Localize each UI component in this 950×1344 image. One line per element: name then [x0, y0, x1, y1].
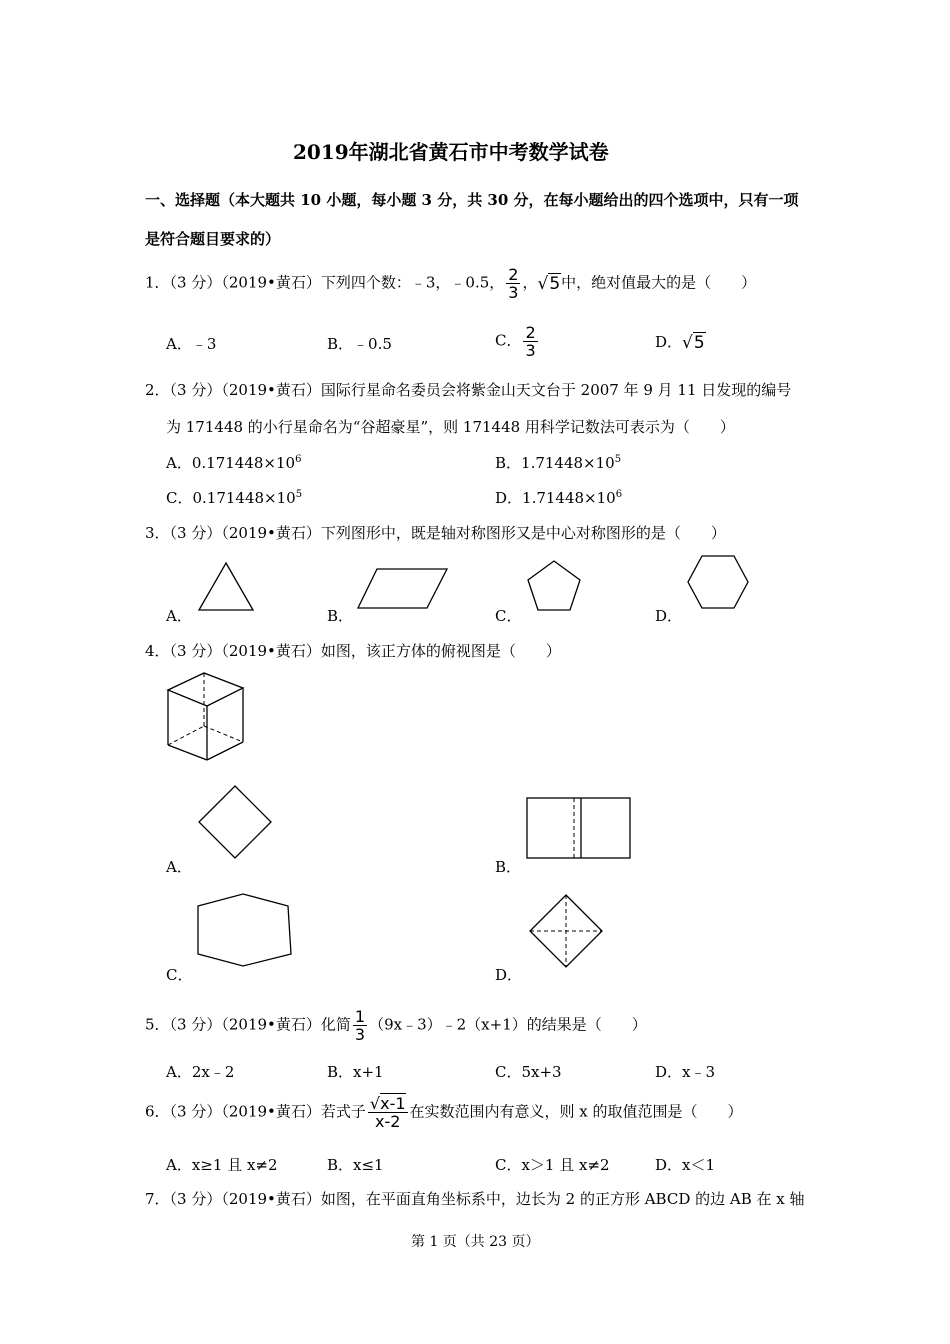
q6-option-c: C．x＞1 且 x≠2 — [495, 1156, 610, 1174]
q6-option-b: B．x≤1 — [327, 1156, 384, 1174]
q1-option-c — [495, 324, 540, 359]
parallelogram-figure — [355, 566, 451, 612]
q1-sqrt-rad: 5 — [549, 273, 561, 294]
q2a-exp: 6 — [295, 454, 302, 465]
q6-prefix: 6．（3 分）（2019•黄石）若式子 — [145, 1102, 366, 1121]
question-6 — [145, 1095, 743, 1130]
q2-option-b — [495, 452, 621, 473]
rectangle-dashed-figure — [525, 796, 633, 860]
page-title: 2019年湖北省黄石市中考数学试卷 — [293, 140, 609, 164]
question-5 — [145, 1008, 647, 1043]
pentagon-figure — [525, 558, 583, 614]
q2c-exp: 5 — [295, 489, 303, 500]
q6-option-a: A．x≥1 且 x≠2 — [166, 1156, 278, 1174]
hexagon-figure — [685, 553, 751, 611]
q5-prefix: 5．（3 分）（2019•黄石）化简 — [145, 1015, 351, 1034]
q2-option-a — [166, 452, 301, 473]
q6-option-d: D．x＜1 — [655, 1156, 716, 1174]
q1-option-d-label: D． — [655, 333, 683, 351]
question-2-line2: 为 171448 的小行星命名为“谷超豪星”，则 171448 用科学记数法可表示为（ ） — [166, 418, 735, 436]
q2-option-d — [495, 487, 622, 508]
question-2-line1: 2．（3 分）（2019•黄石）国际行星命名委员会将紫金山天文台于 2007 年 9 月 11 日发现的编号 — [145, 381, 792, 399]
q4-option-b: B． — [495, 858, 522, 876]
q1-option-d — [655, 331, 706, 353]
q1-option-b: B．﹣0.5 — [327, 335, 392, 353]
q2a-text: A．0.171448×10 — [166, 454, 296, 472]
q5-frac-den: 3 — [354, 1025, 366, 1044]
question-1: 1．（3 分）（2019•黄石）下列四个数：﹣3，﹣0.5， $\frac{2}{3}$ ，√5中，绝对值最大的是（ ） — [145, 265, 757, 302]
q1c-frac-den: 3 — [525, 341, 536, 360]
q2d-exp: 6 — [615, 489, 623, 500]
q5-suffix: （9x﹣3）﹣2（x+1）的结果是（ ） — [369, 1015, 647, 1034]
q5-option-d: D．x﹣3 — [655, 1063, 716, 1081]
question-4: 4．（3 分）（2019•黄石）如图，该正方体的俯视图是（ ） — [145, 642, 561, 660]
q1-option-c-label: C． — [495, 331, 522, 350]
q1-suffix: 中，绝对值最大的是（ ） — [561, 273, 757, 292]
q5-option-a: A．2x﹣2 — [166, 1063, 235, 1081]
q1-sqrt: √5 — [537, 273, 561, 294]
q1-frac-num: 2 — [508, 265, 519, 284]
q5-option-c: C．5x+3 — [495, 1063, 562, 1081]
q6-suffix: 在实数范围内有意义，则 x 的取值范围是（ ） — [409, 1102, 743, 1121]
section-heading-line2: 是符合题目要求的） — [145, 230, 281, 248]
section-heading-line1: 一、选择题（本大题共 10 小题，每小题 3 分，共 30 分，在每小题给出的四个选项中，只有一项 — [145, 191, 799, 209]
q3-option-d: D． — [655, 607, 683, 625]
diamond-figure — [196, 783, 274, 861]
q1-prefix: 1．（3 分）（2019•黄石）下列四个数：﹣3，﹣0.5， — [145, 273, 505, 292]
q6-frac-num: x-1 — [380, 1094, 406, 1113]
q1-fraction — [506, 266, 520, 301]
q2-option-c — [166, 487, 302, 508]
q1c-frac-num: 2 — [525, 323, 536, 342]
q6-frac-den: x-2 — [374, 1112, 401, 1131]
q2b-exp: 5 — [614, 454, 622, 465]
q2d-text: D．1.71448×10 — [495, 489, 616, 507]
q1-option-a: A．﹣3 — [166, 335, 217, 353]
q5-option-b: B．x+1 — [327, 1063, 384, 1081]
q1d-sqrt-rad: 5 — [693, 333, 705, 353]
q6-fraction — [368, 1095, 408, 1130]
q2b-text: B．1.71448×10 — [495, 454, 615, 472]
q3-option-a: A． — [166, 607, 192, 625]
page-footer: 第 1 页（共 23 页） — [411, 1234, 540, 1250]
question-3: 3．（3 分）（2019•黄石）下列图形中，既是轴对称图形又是中心对称图形的是（ ） — [145, 524, 726, 542]
hexagon-wide-figure — [195, 892, 295, 970]
cube-figure — [163, 668, 249, 762]
diamond-dashed-figure — [527, 892, 605, 970]
triangle-figure — [195, 560, 257, 614]
q4-option-c: C． — [166, 966, 193, 984]
question-7: 7．（3 分）（2019•黄石）如图，在平面直角坐标系中，边长为 2 的正方形 ABCD 的边 AB 在 x 轴 — [145, 1190, 805, 1208]
q3-option-c: C． — [495, 607, 522, 625]
q2c-text: C．0.171448×10 — [166, 489, 296, 507]
q1-frac-den: 3 — [508, 283, 519, 302]
q3-option-b: B． — [327, 607, 354, 625]
q5-fraction — [353, 1008, 367, 1043]
q4-option-d: D． — [495, 966, 523, 984]
q5-frac-num: 1 — [354, 1007, 366, 1026]
q1-option-d-sqrt: √5 — [682, 333, 705, 353]
q4-option-a: A． — [166, 858, 192, 876]
q1-option-c-fraction — [523, 324, 537, 359]
q6-frac-num-wrap: √x-1 — [369, 1094, 406, 1113]
